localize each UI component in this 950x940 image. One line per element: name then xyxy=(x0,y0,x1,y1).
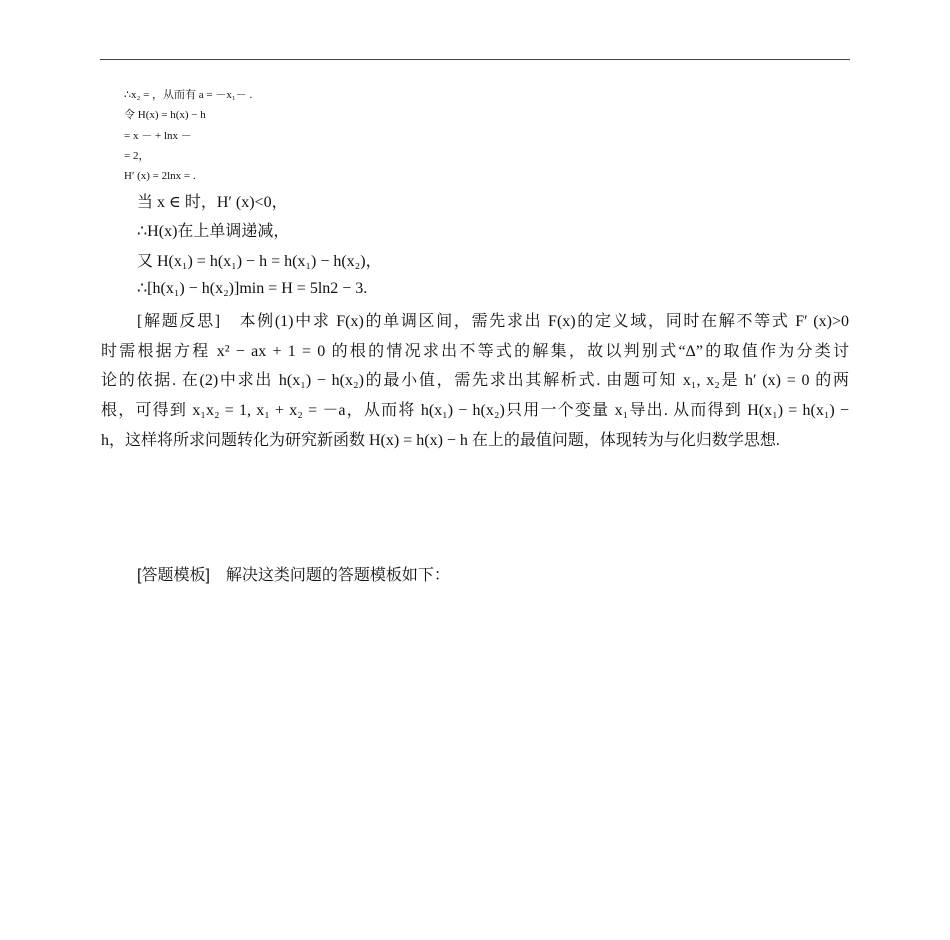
reflection-paragraph-line: 时需根据方程 x² − ax + 1 = 0 的根的情况求出不等式的解集，故以判别式“Δ”的取值作为分类讨 xyxy=(101,343,849,360)
math-line: 又 H(x₁) = h(x₁) − h = h(x₁) − h(x₂)， xyxy=(137,253,382,270)
math-line: = x － + lnx － xyxy=(124,130,192,142)
math-line: ∴x₂ = ，从而有 a = －x₁－ . xyxy=(124,89,253,101)
math-line: = 2， xyxy=(124,150,150,162)
reflection-paragraph-line: 论的依据. 在(2)中求出 h(x₁) − h(x₂)的最小值，需先求出其解析式. 由题可知 x₁, x₂是 h′ (x) = 0 的两 xyxy=(101,372,849,389)
reflection-paragraph-line: 根，可得到 x₁x₂ = 1, x₁ + x₂ = －a，从而将 h(x₁) − h(x₂)只用一个变量 x₁导出. 从而得到 H(x₁) = h(x₁) − xyxy=(101,402,849,419)
math-line: ∴H(x)在上单调递减， xyxy=(137,223,290,240)
reflection-paragraph-line: [解题反思] 本例(1)中求 F(x)的单调区间，需先求出 F(x)的定义域，同时在解不等式 F′ (x)>0 xyxy=(137,313,849,330)
reflection-paragraph-line: h，这样将所求问题转化为研究新函数 H(x) = h(x) − h 在上的最值问题，体现转为与化归数学思想. xyxy=(101,432,780,449)
header-rule xyxy=(100,59,850,60)
math-line: 令 H(x) = h(x) − h xyxy=(124,109,206,121)
math-line: ∴[h(x₁) − h(x₂)]min = H = 5ln2 − 3. xyxy=(137,280,368,297)
math-line: 当 x ∈ 时，H′ (x)<0， xyxy=(137,194,288,211)
math-line: H′ (x) = 2lnx = . xyxy=(124,170,196,182)
template-heading: [答题模板] 解决这类问题的答题模板如下： xyxy=(137,567,450,584)
